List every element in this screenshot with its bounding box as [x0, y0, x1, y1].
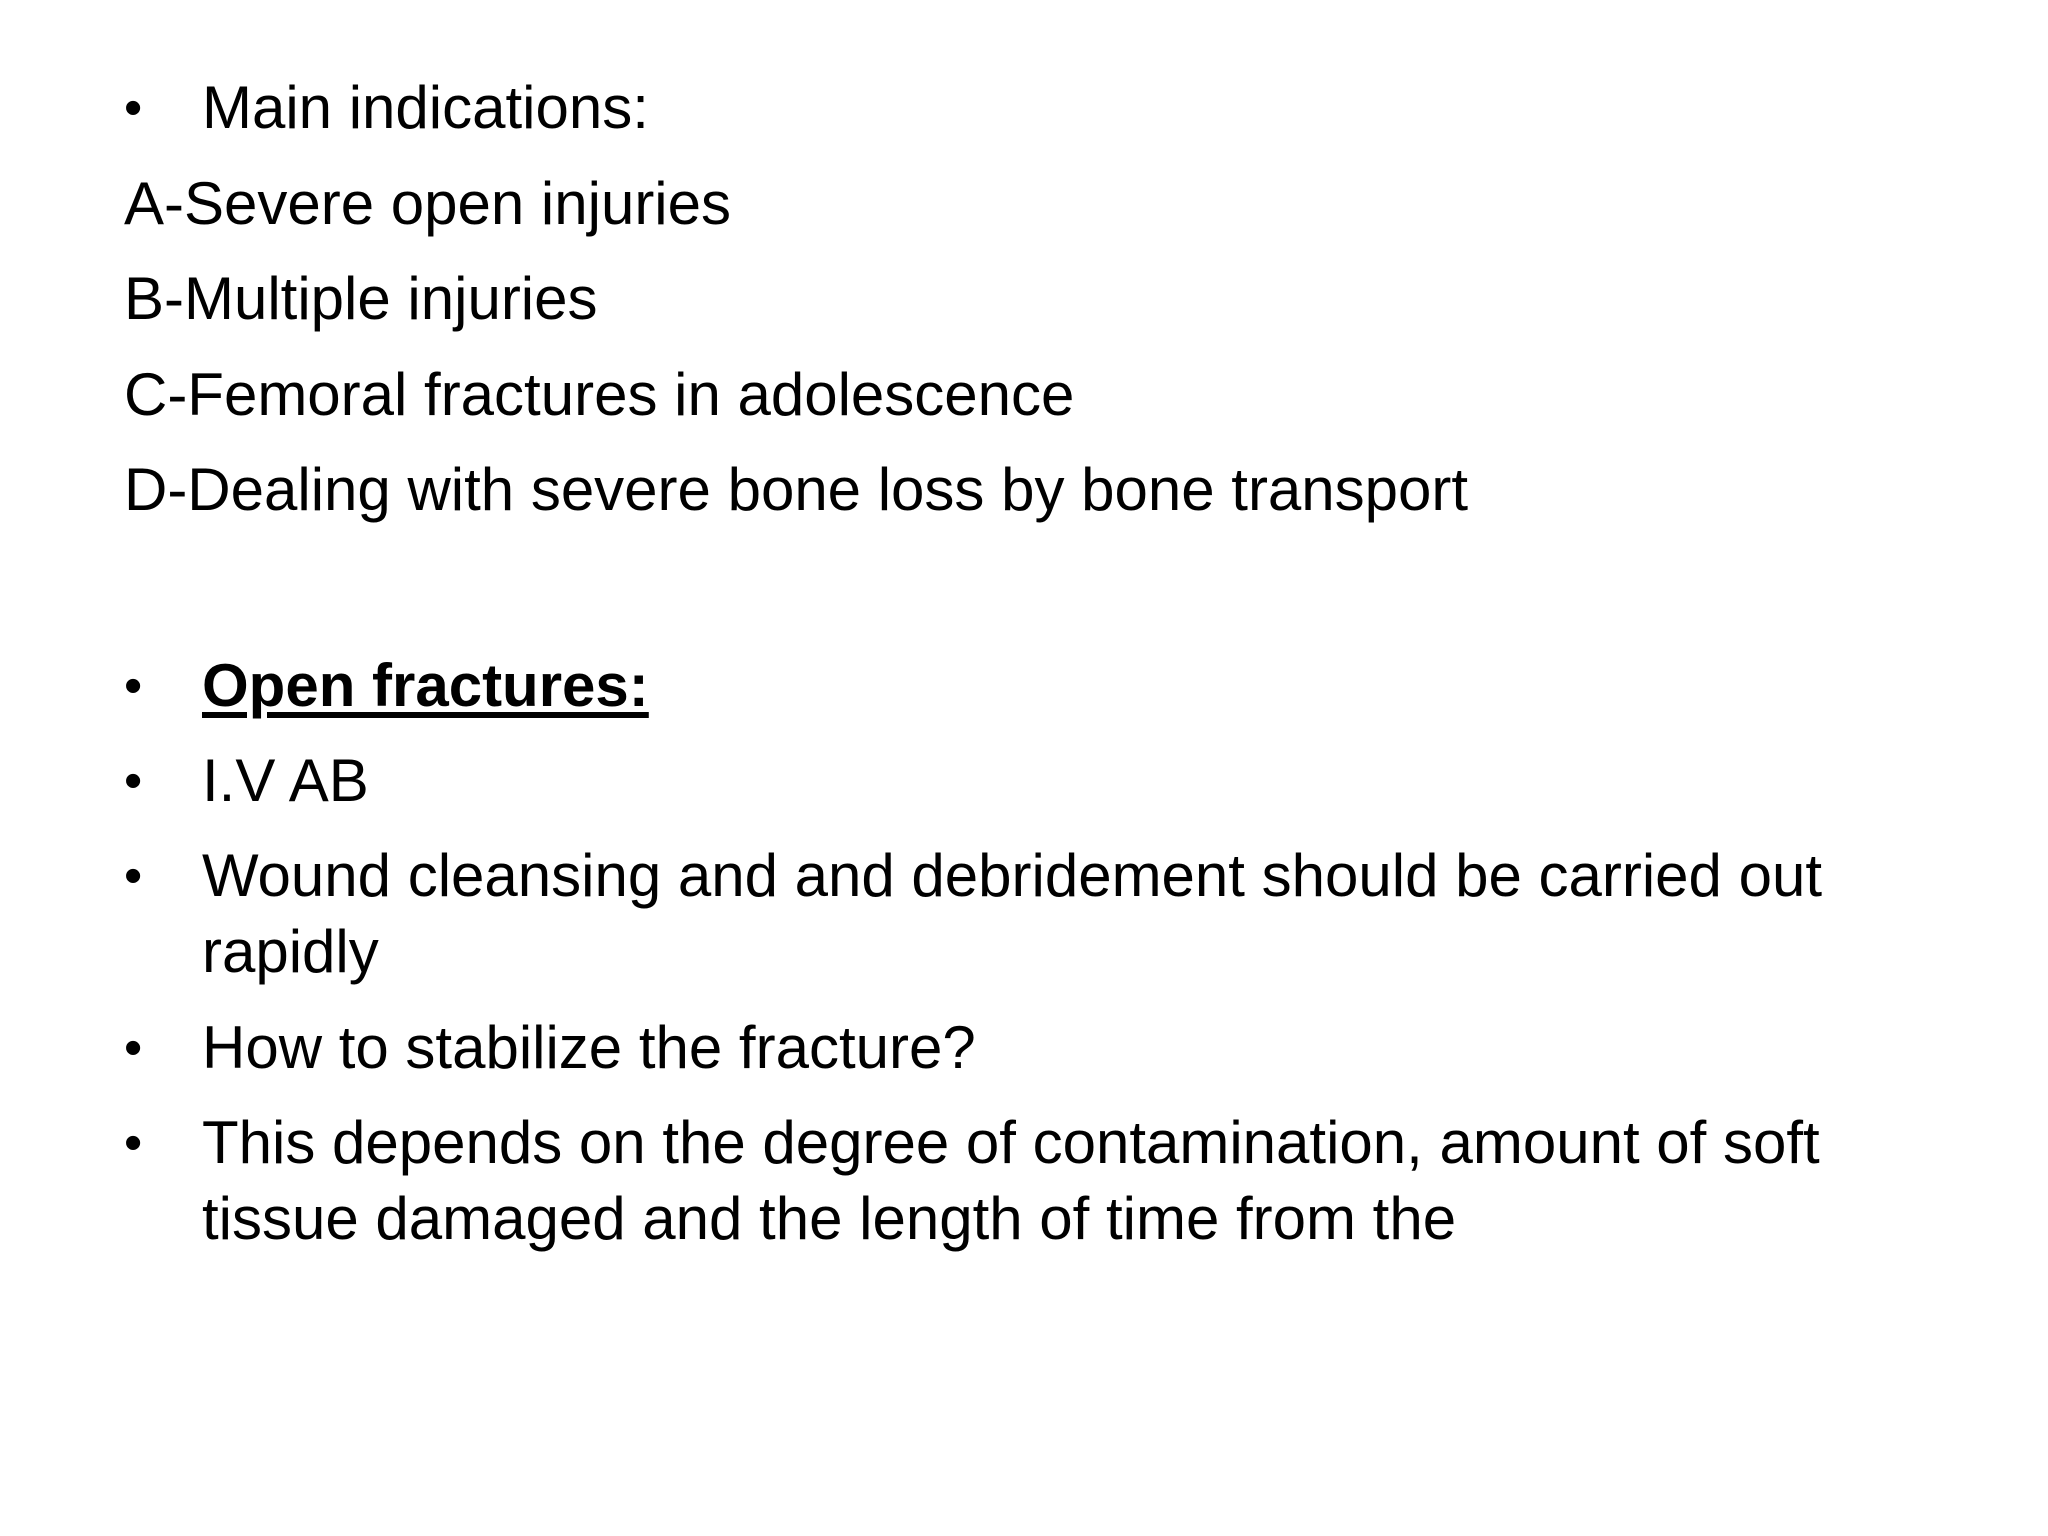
bullet-icon: • — [124, 1019, 143, 1077]
indication-item: D-Dealing with severe bone loss by bone transport — [124, 456, 1469, 523]
list-item — [124, 743, 1924, 823]
open-fractures-bullet — [124, 648, 1924, 728]
bullet-icon: • — [124, 847, 143, 905]
bullet-text: I.V AB — [202, 747, 369, 814]
bullet-text: This depends on the degree of contamination, amount of soft tissue damaged and the length of time from the — [202, 1109, 1820, 1252]
bullet-text: Wound cleansing and and debridement should be carried out rapidly — [202, 842, 1822, 985]
main-indications-bullet — [124, 70, 1924, 150]
open-fractures-heading: Open fractures: — [202, 652, 649, 719]
list-item — [124, 1105, 1924, 1265]
list-item — [124, 838, 1924, 998]
bullet-text: How to stabilize the fracture? — [202, 1014, 976, 1081]
indication-item: B-Multiple injuries — [124, 265, 598, 332]
indication-item: C-Femoral fractures in adolescence — [124, 361, 1075, 428]
main-indications-heading: Main indications: — [202, 74, 649, 141]
bullet-icon: • — [124, 79, 143, 137]
indication-item: A-Severe open injuries — [124, 170, 732, 237]
bullet-icon: • — [124, 1114, 143, 1172]
bullet-icon: • — [124, 657, 143, 715]
bullet-icon: • — [124, 752, 143, 810]
list-item — [124, 1010, 1924, 1090]
